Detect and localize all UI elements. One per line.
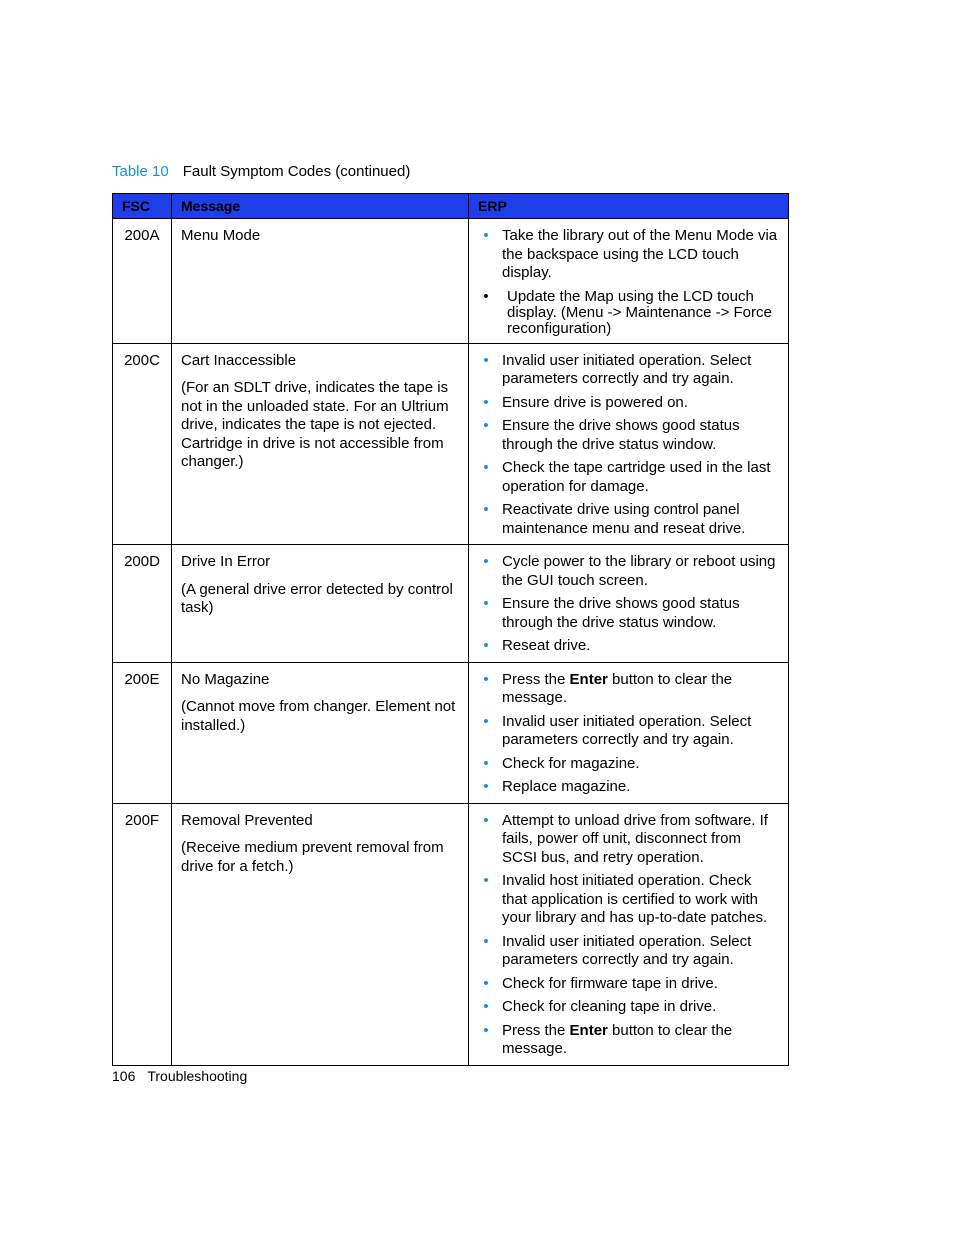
bullet-icon: •	[483, 637, 489, 654]
list-item: • Check the tape cartridge used in the last operation for damage.	[478, 459, 779, 496]
fsc-code: 200D	[113, 545, 172, 663]
bullet-icon: •	[483, 351, 489, 369]
erp-list	[478, 812, 779, 1059]
list-item: • Invalid host initiated operation. Check that application is certified to work with your library and has up-to-date patches.	[478, 872, 779, 928]
message-cell	[172, 662, 469, 803]
table-row	[113, 545, 789, 663]
message-title: Removal Prevented	[181, 811, 313, 829]
table-row	[113, 662, 789, 803]
section-name: Troubleshooting	[147, 1068, 248, 1084]
table-title: Fault Symptom Codes (continued)	[182, 163, 411, 180]
table-number: Table 10	[112, 163, 169, 180]
list-item: • Ensure the drive shows good status through the drive status window.	[478, 595, 779, 632]
header-erp: ERP	[469, 194, 789, 219]
erp-list	[478, 227, 779, 337]
bullet-icon: •	[483, 459, 489, 476]
page-number: 106	[112, 1068, 136, 1084]
list-item: • Check for firmware tape in drive.	[478, 975, 779, 994]
list-item: • Press the Enter button to clear the message.	[478, 671, 779, 708]
list-item: • Take the library out of the Menu Mode via the backspace using the LCD touch display.	[478, 227, 779, 283]
bullet-icon: •	[483, 974, 489, 992]
message-cell	[172, 803, 469, 1065]
erp-list	[478, 352, 779, 539]
table-row	[113, 219, 789, 344]
list-item: • Update the Map using the LCD touch display. (Menu -> Maintenance -> Force reconfiguration)	[478, 289, 779, 337]
bullet-icon: •	[483, 712, 489, 730]
bullet-icon: •	[483, 227, 489, 244]
erp-cell	[469, 219, 789, 344]
list-item: • Invalid user initiated operation. Select parameters correctly and try again.	[478, 352, 779, 389]
header-message: Message	[172, 194, 469, 219]
fsc-code: 200F	[113, 803, 172, 1065]
enter-key-label: Enter	[569, 1021, 608, 1039]
bullet-icon: •	[483, 287, 489, 305]
erp-cell	[469, 343, 789, 545]
message-detail: (Receive medium prevent removal from drive for a fetch.)	[181, 839, 444, 875]
list-item: • Invalid user initiated operation. Select parameters correctly and try again.	[478, 933, 779, 970]
message-detail: (Cannot move from changer. Element not installed.)	[181, 698, 456, 734]
fsc-code: 200A	[113, 219, 172, 344]
message-cell	[172, 219, 469, 344]
table-header-row	[113, 194, 789, 219]
message-title: Menu Mode	[181, 227, 261, 244]
message-title: Cart Inaccessible	[181, 351, 297, 369]
bullet-icon: •	[483, 811, 489, 829]
list-item: • Check for magazine.	[478, 755, 779, 774]
list-item: • Invalid user initiated operation. Select parameters correctly and try again.	[478, 713, 779, 750]
page-footer	[112, 1067, 247, 1085]
erp-list	[478, 671, 779, 797]
message-title: No Magazine	[181, 670, 270, 688]
message-title: Drive In Error	[181, 553, 271, 570]
table-row	[113, 803, 789, 1065]
list-item: • Reactivate drive using control panel maintenance menu and reseat drive.	[478, 501, 779, 538]
fault-symptom-codes-table	[112, 193, 789, 1066]
table-row	[113, 343, 789, 545]
list-item: • Cycle power to the library or reboot using the GUI touch screen.	[478, 553, 779, 590]
bullet-icon: •	[483, 754, 489, 772]
bullet-icon: •	[483, 670, 489, 688]
table-caption	[112, 162, 410, 182]
fsc-code: 200E	[113, 662, 172, 803]
bullet-icon: •	[483, 778, 489, 795]
bullet-icon: •	[483, 501, 489, 518]
bullet-icon: •	[483, 998, 489, 1015]
fsc-code: 200C	[113, 343, 172, 545]
erp-cell	[469, 545, 789, 663]
bullet-icon: •	[483, 553, 489, 570]
bullet-icon: •	[483, 1021, 489, 1039]
message-cell	[172, 343, 469, 545]
list-item: • Press the Enter button to clear the message.	[478, 1022, 779, 1059]
bullet-icon: •	[483, 393, 489, 411]
erp-cell	[469, 662, 789, 803]
message-detail: (For an SDLT drive, indicates the tape is not in the unloaded state. For an Ultrium drive, indicates the tape is not ejected. Cartridge in drive is not accessible from changer.)	[181, 379, 449, 470]
message-cell	[172, 545, 469, 663]
message-detail: (A general drive error detected by control task)	[181, 580, 453, 616]
erp-list	[478, 553, 779, 656]
enter-key-label: Enter	[569, 670, 608, 688]
bullet-icon: •	[483, 872, 489, 889]
list-item: • Replace magazine.	[478, 778, 779, 797]
bullet-icon: •	[483, 595, 489, 612]
header-fsc: FSC	[113, 194, 172, 219]
bullet-icon: •	[483, 932, 489, 950]
list-item: • Reseat drive.	[478, 637, 779, 656]
list-item: • Ensure the drive shows good status through the drive status window.	[478, 417, 779, 454]
bullet-icon: •	[483, 417, 489, 434]
list-item: • Check for cleaning tape in drive.	[478, 998, 779, 1017]
list-item: • Attempt to unload drive from software. If fails, power off unit, disconnect from SCSI bus, and retry operation.	[478, 812, 779, 868]
erp-cell	[469, 803, 789, 1065]
list-item: • Ensure drive is powered on.	[478, 394, 779, 413]
